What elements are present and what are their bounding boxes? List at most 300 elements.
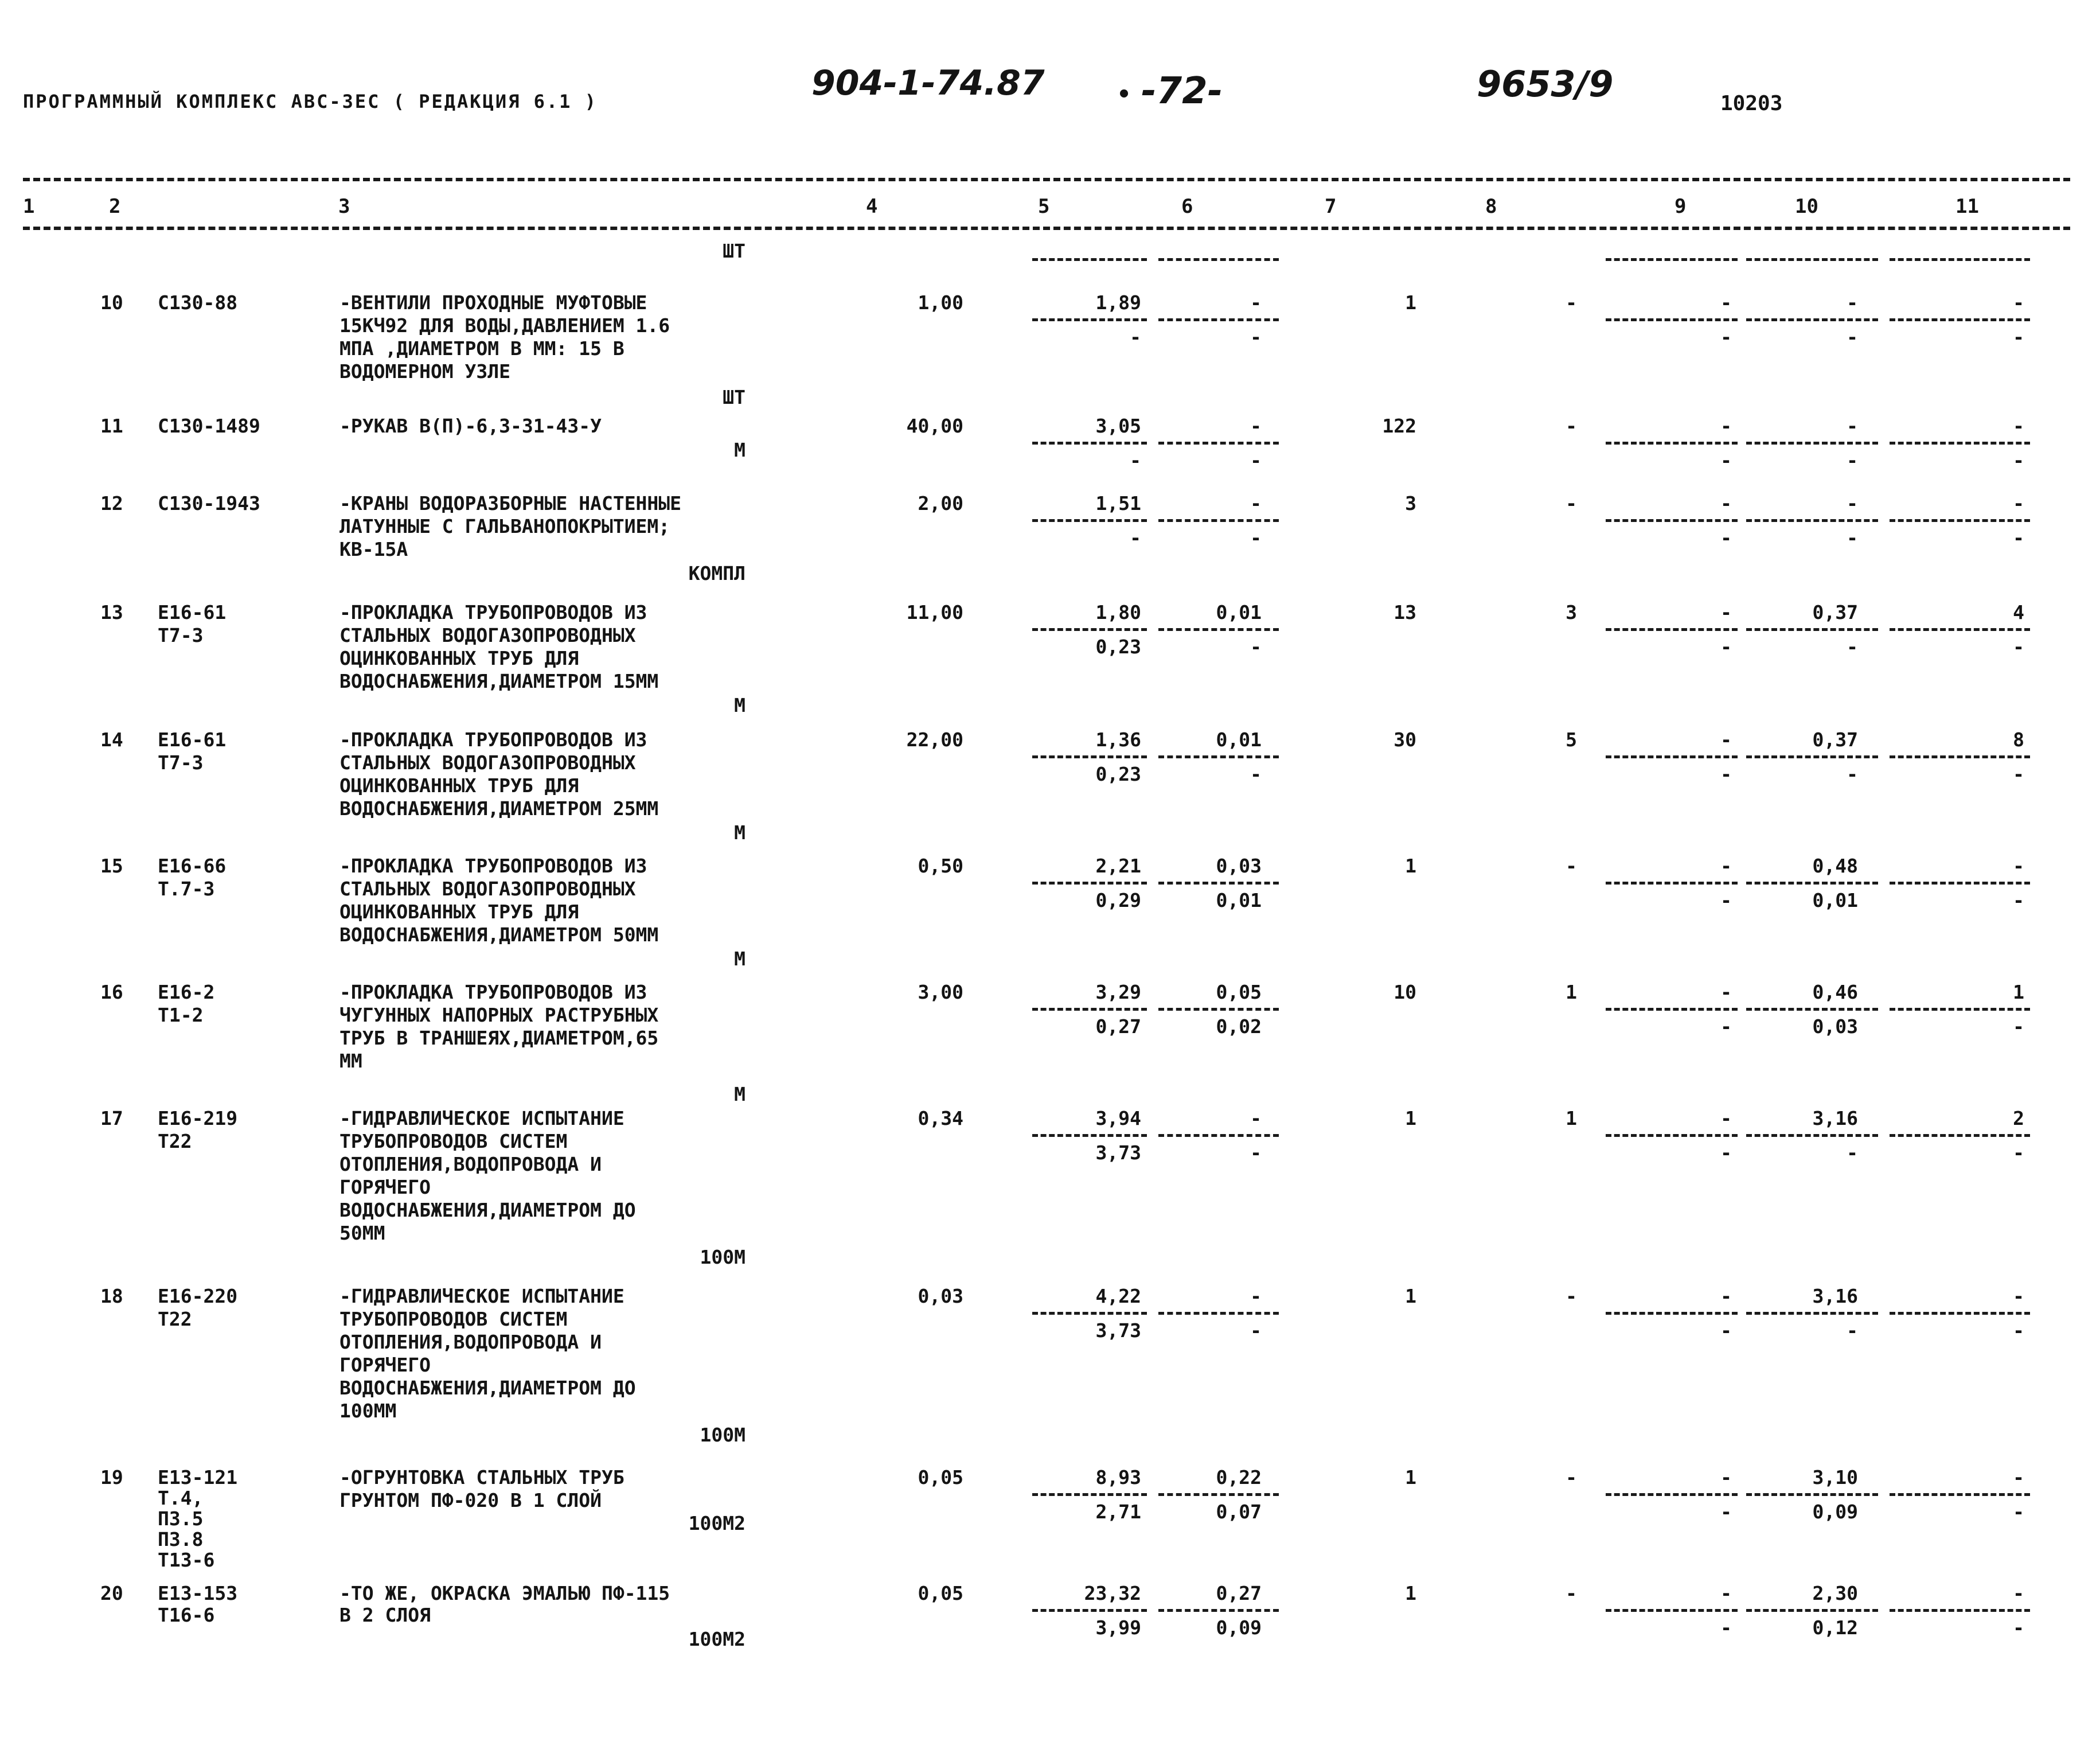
unit-cost-wage: 0,23 [1095, 763, 1141, 785]
description: ТРУБОПРОВОДОВ СИСТЕМ [339, 1130, 568, 1152]
machine-cost: - [1250, 1107, 1262, 1129]
column-number-2: 2 [109, 195, 121, 218]
machine-cost: 0,01 [1216, 601, 1262, 624]
quantity: 22,00 [906, 728, 963, 751]
row-separator [1606, 628, 1738, 631]
price-code: Е16-66 [158, 855, 227, 877]
row-separator [1890, 1609, 2030, 1612]
unit-cost-wage: 2,71 [1095, 1501, 1141, 1523]
labor-total-sub: - [2013, 763, 2024, 785]
price-code: С130-1489 [158, 415, 260, 437]
labor-norm: 2,30 [1812, 1582, 1858, 1604]
description: ММ [339, 1050, 362, 1072]
price-code: Т7-3 [158, 624, 204, 646]
price-code: Т1-2 [158, 1004, 204, 1026]
row-separator [1032, 442, 1147, 445]
row-separator [1032, 1609, 1147, 1612]
unit: 100М [700, 1424, 745, 1446]
row-separator [1606, 1008, 1738, 1011]
machine-cost-wage: - [1250, 326, 1262, 348]
row-separator [1890, 1312, 2030, 1315]
total-cost: 1 [1405, 1582, 1416, 1604]
total-cost: 30 [1394, 728, 1416, 751]
page-header [0, 0, 2100, 149]
row-separator [1890, 519, 2030, 522]
row-number: 19 [100, 1466, 123, 1489]
labor-norm: - [1847, 291, 1858, 314]
column-number-11: 11 [1955, 195, 1979, 218]
labor-total-sub: - [2013, 449, 2024, 472]
table-row [0, 602, 2100, 717]
labor-norm-sub: - [1847, 1319, 1858, 1342]
row-number: 10 [100, 291, 123, 314]
labor-total: - [2013, 1466, 2024, 1489]
column-9-value: - [1720, 1466, 1732, 1489]
quantity: 0,03 [918, 1285, 963, 1307]
machine-cost-wage: 0,09 [1216, 1616, 1262, 1639]
column-9-value: - [1720, 728, 1732, 751]
labor-total-sub: - [2013, 326, 2024, 348]
quantity: 11,00 [906, 601, 963, 624]
row-separator [1158, 258, 1279, 261]
machine-cost-wage: 0,01 [1216, 889, 1262, 911]
labor-total-sub: - [2013, 636, 2024, 658]
unit: М [734, 948, 745, 970]
total-cost: 13 [1394, 601, 1416, 624]
machine-cost-wage: 0,02 [1216, 1015, 1262, 1038]
header-bottom-rule [23, 227, 2070, 230]
price-code: Е13-153 [158, 1582, 238, 1604]
row-separator [1746, 1134, 1878, 1137]
wage-total: - [1566, 1582, 1577, 1604]
column-9-subvalue: - [1720, 763, 1732, 785]
total-cost: 10 [1394, 981, 1416, 1003]
wage-total: 5 [1566, 728, 1577, 751]
machine-cost-wage: 0,07 [1216, 1501, 1262, 1523]
price-code: Т.7-3 [158, 878, 215, 900]
table-row [0, 981, 2100, 1105]
description: ТРУБ В ТРАНШЕЯХ,ДИАМЕТРОМ,65 [339, 1027, 659, 1049]
labor-norm-sub: - [1847, 449, 1858, 472]
quantity: 40,00 [906, 415, 963, 437]
row-separator [1746, 258, 1878, 261]
price-code: Е16-61 [158, 601, 227, 624]
labor-norm-sub: 0,09 [1812, 1501, 1858, 1523]
quantity: 0,50 [918, 855, 963, 877]
row-number: 14 [100, 728, 123, 751]
unit: М [734, 821, 745, 844]
machine-cost: 0,03 [1216, 855, 1262, 877]
labor-total: - [2013, 291, 2024, 314]
column-number-5: 5 [1038, 195, 1050, 218]
price-code: П3.5 [158, 1507, 204, 1530]
machine-cost: 0,01 [1216, 728, 1262, 751]
machine-cost-wage: - [1250, 449, 1262, 472]
table-row [0, 1107, 2100, 1268]
row-separator [1158, 1609, 1279, 1612]
labor-total-sub: - [2013, 1319, 2024, 1342]
document-number: 904-1-74.87 [811, 63, 1045, 103]
labor-norm-sub: - [1847, 527, 1858, 549]
row-separator [1746, 1312, 1878, 1315]
row-separator [1158, 628, 1279, 631]
price-code: Е16-2 [158, 981, 215, 1003]
row-number: 12 [100, 492, 123, 515]
row-number: 20 [100, 1582, 123, 1604]
total-cost: 122 [1382, 415, 1416, 437]
column-9-value: - [1720, 1582, 1732, 1604]
description: -ТО ЖЕ, ОКРАСКА ЭМАЛЬЮ ПФ-115 [339, 1582, 670, 1604]
page-number: -72- [1141, 70, 1223, 112]
row-separator [1032, 318, 1147, 321]
row-separator [1890, 318, 2030, 321]
column-9-subvalue: - [1720, 889, 1732, 911]
unit-cost: 2,21 [1095, 855, 1141, 877]
total-cost: 3 [1405, 492, 1416, 515]
price-code: С130-1943 [158, 492, 260, 515]
row-separator [1890, 258, 2030, 261]
column-9-value: - [1720, 1285, 1732, 1307]
row-separator [1032, 1493, 1147, 1496]
description: -ПРОКЛАДКА ТРУБОПРОВОДОВ ИЗ [339, 601, 647, 624]
description: СТАЛЬНЫХ ВОДОГАЗОПРОВОДНЫХ [339, 751, 636, 774]
labor-norm: 3,10 [1812, 1466, 1858, 1489]
price-code: С130-88 [158, 291, 238, 314]
price-code: Е16-220 [158, 1285, 238, 1307]
column-number-10: 10 [1795, 195, 1818, 218]
description: ОЦИНКОВАННЫХ ТРУБ ДЛЯ [339, 901, 579, 923]
column-number-7: 7 [1325, 195, 1337, 218]
row-separator [1890, 882, 2030, 885]
description: ВОДОСНАБЖЕНИЯ,ДИАМЕТРОМ ДО [339, 1199, 636, 1221]
row-separator [1606, 318, 1738, 321]
column-9-value: - [1720, 981, 1732, 1003]
wage-total: - [1566, 492, 1577, 515]
quantity: 3,00 [918, 981, 963, 1003]
labor-norm: - [1847, 492, 1858, 515]
description: МПА ,ДИАМЕТРОМ В ММ: 15 В [339, 337, 624, 360]
description: -ГИДРАВЛИЧЕСКОЕ ИСПЫТАНИЕ [339, 1107, 624, 1129]
program-title: ПРОГРАММНЫЙ КОМПЛЕКС АВС-3ЕС ( РЕДАКЦИЯ 6.1 ) [23, 91, 598, 112]
labor-total: 8 [2013, 728, 2024, 751]
machine-cost: - [1250, 415, 1262, 437]
labor-total: 4 [2013, 601, 2024, 624]
wage-total: 1 [1566, 1107, 1577, 1129]
unit: М [734, 694, 745, 716]
quantity: 0,34 [918, 1107, 963, 1129]
table-row [0, 1285, 2100, 1446]
row-separator [1606, 755, 1738, 758]
machine-cost-wage: - [1250, 1319, 1262, 1342]
labor-norm-sub: 0,03 [1812, 1015, 1858, 1038]
row-separator [1606, 1134, 1738, 1137]
row-number: 13 [100, 601, 123, 624]
labor-norm: 0,37 [1812, 728, 1858, 751]
price-code: Е13-121 [158, 1466, 238, 1489]
total-cost: 1 [1405, 1107, 1416, 1129]
total-cost: 1 [1405, 855, 1416, 877]
description: ЧУГУННЫХ НАПОРНЫХ РАСТРУБНЫХ [339, 1004, 659, 1026]
price-code: Т13-6 [158, 1549, 215, 1571]
row-separator [1606, 882, 1738, 885]
row-separator [1746, 318, 1878, 321]
unit-cost: 3,05 [1095, 415, 1141, 437]
row-separator [1890, 1493, 2030, 1496]
row-separator [1890, 1134, 2030, 1137]
header-bullet: • [1117, 81, 1131, 108]
column-number-1: 1 [23, 195, 35, 218]
table-row [0, 1583, 2100, 1698]
description: ВОДОСНАБЖЕНИЯ,ДИАМЕТРОМ 50ММ [339, 924, 659, 946]
total-cost: 1 [1405, 291, 1416, 314]
description: -ПРОКЛАДКА ТРУБОПРОВОДОВ ИЗ [339, 728, 647, 751]
description: В 2 СЛОЯ [339, 1604, 431, 1626]
description: КВ-15А [339, 538, 408, 560]
column-9-value: - [1720, 291, 1732, 314]
column-number-9: 9 [1674, 195, 1687, 218]
description: ОЦИНКОВАННЫХ ТРУБ ДЛЯ [339, 647, 579, 669]
labor-norm-sub: - [1847, 1141, 1858, 1164]
machine-cost-wage: - [1250, 636, 1262, 658]
row-separator [1746, 1609, 1878, 1612]
labor-total: - [2013, 855, 2024, 877]
labor-norm-sub: - [1847, 326, 1858, 348]
row-separator [1158, 882, 1279, 885]
labor-total: - [2013, 415, 2024, 437]
description: -ВЕНТИЛИ ПРОХОДНЫЕ МУФТОВЫЕ [339, 291, 647, 314]
row-separator [1890, 442, 2030, 445]
row-separator [1158, 318, 1279, 321]
labor-norm-sub: - [1847, 763, 1858, 785]
labor-norm: 3,16 [1812, 1285, 1858, 1307]
unit-cost-wage: - [1130, 527, 1141, 549]
description: ВОДОСНАБЖЕНИЯ,ДИАМЕТРОМ 15ММ [339, 670, 659, 692]
row-separator [1158, 1134, 1279, 1137]
machine-cost-wage: - [1250, 527, 1262, 549]
row-separator [1890, 755, 2030, 758]
description: -ПРОКЛАДКА ТРУБОПРОВОДОВ ИЗ [339, 855, 647, 877]
column-9-subvalue: - [1720, 1141, 1732, 1164]
row-separator [1158, 1008, 1279, 1011]
row-separator [1746, 755, 1878, 758]
description: ВОДОМЕРНОМ УЗЛЕ [339, 360, 511, 383]
description: ГОРЯЧЕГО [339, 1354, 431, 1376]
wage-total: - [1566, 291, 1577, 314]
description: ВОДОСНАБЖЕНИЯ,ДИАМЕТРОМ 25ММ [339, 797, 659, 820]
labor-norm-sub: 0,12 [1812, 1616, 1858, 1639]
unit-cost: 4,22 [1095, 1285, 1141, 1307]
row-separator [1158, 1312, 1279, 1315]
row-separator [1746, 628, 1878, 631]
description: -КРАНЫ ВОДОРАЗБОРНЫЕ НАСТЕННЫЕ [339, 492, 682, 515]
machine-cost-wage: - [1250, 1141, 1262, 1164]
price-code: Т22 [158, 1308, 192, 1330]
description: СТАЛЬНЫХ ВОДОГАЗОПРОВОДНЫХ [339, 624, 636, 646]
document-code: 10203 [1720, 92, 1783, 115]
row-separator [1158, 442, 1279, 445]
estimate-table [0, 241, 2100, 1761]
labor-total-sub: - [2013, 889, 2024, 911]
row-separator [1032, 1134, 1147, 1137]
column-number-6: 6 [1181, 195, 1193, 218]
wage-total: - [1566, 415, 1577, 437]
total-cost: 1 [1405, 1466, 1416, 1489]
unit: 100М2 [688, 1628, 745, 1650]
labor-total-sub: - [2013, 527, 2024, 549]
labor-total-sub: - [2013, 1141, 2024, 1164]
column-9-subvalue: - [1720, 326, 1732, 348]
unit: М [734, 439, 745, 461]
wage-total: - [1566, 855, 1577, 877]
machine-cost: - [1250, 1285, 1262, 1307]
description: ЛАТУННЫЕ С ГАЛЬВАНОПОКРЫТИЕМ; [339, 515, 670, 537]
table-row [0, 856, 2100, 971]
unit-cost: 23,32 [1084, 1582, 1141, 1604]
machine-cost: 0,27 [1216, 1582, 1262, 1604]
column-9-subvalue: - [1720, 1501, 1732, 1523]
description: ОТОПЛЕНИЯ,ВОДОПРОВОДА И [339, 1331, 602, 1353]
row-separator [1032, 1008, 1147, 1011]
unit-cost-wage: 3,73 [1095, 1319, 1141, 1342]
unit-cost: 8,93 [1095, 1466, 1141, 1489]
column-9-value: - [1720, 492, 1732, 515]
column-9-subvalue: - [1720, 1319, 1732, 1342]
description: 50ММ [339, 1222, 385, 1244]
labor-norm: 0,48 [1812, 855, 1858, 877]
description: -ПРОКЛАДКА ТРУБОПРОВОДОВ ИЗ [339, 981, 647, 1003]
row-separator [1746, 519, 1878, 522]
row-separator [1158, 755, 1279, 758]
unit: М [734, 1083, 745, 1105]
row-separator [1606, 1609, 1738, 1612]
row-separator [1032, 519, 1147, 522]
description: 15КЧ92 ДЛЯ ВОДЫ,ДАВЛЕНИЕМ 1.6 [339, 314, 670, 337]
description: ГРУНТОМ ПФ-020 В 1 СЛОЙ [339, 1489, 602, 1511]
column-9-value: - [1720, 601, 1732, 624]
row-separator [1032, 882, 1147, 885]
price-code: Е16-61 [158, 728, 227, 751]
labor-total-sub: - [2013, 1501, 2024, 1523]
unit-cost-wage: - [1130, 326, 1141, 348]
unit-cost: 3,29 [1095, 981, 1141, 1003]
table-row [0, 730, 2100, 844]
unit-cost: 1,51 [1095, 492, 1141, 515]
column-number-8: 8 [1485, 195, 1497, 218]
row-separator [1606, 519, 1738, 522]
wage-total: - [1566, 1285, 1577, 1307]
machine-cost: - [1250, 291, 1262, 314]
machine-cost: 0,05 [1216, 981, 1262, 1003]
unit: ШТ [723, 386, 745, 408]
unit: КОМПЛ [688, 562, 745, 585]
unit-cost-wage: - [1130, 449, 1141, 472]
labor-total: 2 [2013, 1107, 2024, 1129]
labor-total: - [2013, 492, 2024, 515]
wage-total: 3 [1566, 601, 1577, 624]
machine-cost: - [1250, 492, 1262, 515]
wage-total: - [1566, 1466, 1577, 1489]
unit-cost: 3,94 [1095, 1107, 1141, 1129]
unit-cost-wage: 0,23 [1095, 636, 1141, 658]
row-separator [1746, 1493, 1878, 1496]
labor-total-sub: - [2013, 1616, 2024, 1639]
labor-total: - [2013, 1582, 2024, 1604]
row-number: 11 [100, 415, 123, 437]
labor-total: - [2013, 1285, 2024, 1307]
unit-cost: 1,89 [1095, 291, 1141, 314]
price-code: Т22 [158, 1130, 192, 1152]
labor-total: 1 [2013, 981, 2024, 1003]
column-9-subvalue: - [1720, 636, 1732, 658]
table-row [0, 293, 2100, 407]
row-separator [1158, 1493, 1279, 1496]
quantity: 0,05 [918, 1582, 963, 1604]
row-separator [1606, 1312, 1738, 1315]
price-code: Т7-3 [158, 751, 204, 774]
description: 100ММ [339, 1400, 397, 1422]
row-number: 17 [100, 1107, 123, 1129]
reference-number: 9653/9 [1477, 63, 1614, 105]
unit-cost: 1,36 [1095, 728, 1141, 751]
table-row [0, 493, 2100, 608]
unit-cost-wage: 3,99 [1095, 1616, 1141, 1639]
header-top-rule [23, 178, 2070, 181]
labor-norm-sub: - [1847, 636, 1858, 658]
total-cost: 1 [1405, 1285, 1416, 1307]
row-number: 16 [100, 981, 123, 1003]
quantity: 0,05 [918, 1466, 963, 1489]
wage-total: 1 [1566, 981, 1577, 1003]
row-separator [1032, 755, 1147, 758]
description: СТАЛЬНЫХ ВОДОГАЗОПРОВОДНЫХ [339, 878, 636, 900]
unit-cost: 1,80 [1095, 601, 1141, 624]
table-column-header [23, 166, 2070, 241]
column-9-value: - [1720, 1107, 1732, 1129]
description: ОТОПЛЕНИЯ,ВОДОПРОВОДА И [339, 1153, 602, 1175]
column-9-subvalue: - [1720, 1616, 1732, 1639]
unit-cost-wage: 0,29 [1095, 889, 1141, 911]
row-number: 18 [100, 1285, 123, 1307]
row-separator [1032, 1312, 1147, 1315]
row-separator [1606, 1493, 1738, 1496]
labor-norm: 3,16 [1812, 1107, 1858, 1129]
column-9-value: - [1720, 855, 1732, 877]
machine-cost: 0,22 [1216, 1466, 1262, 1489]
labor-norm-sub: 0,01 [1812, 889, 1858, 911]
table-row [0, 1467, 2100, 1582]
unit-cost-wage: 3,73 [1095, 1141, 1141, 1164]
row-separator [1606, 258, 1738, 261]
row-separator [1158, 519, 1279, 522]
description: -РУКАВ В(П)-6,3-31-43-У [339, 415, 602, 437]
unit: 100М [700, 1246, 745, 1268]
column-9-value: - [1720, 415, 1732, 437]
labor-norm: 0,37 [1812, 601, 1858, 624]
labor-norm: - [1847, 415, 1858, 437]
description: ВОДОСНАБЖЕНИЯ,ДИАМЕТРОМ ДО [339, 1377, 636, 1399]
price-code: П3.8 [158, 1528, 204, 1550]
labor-total-sub: - [2013, 1015, 2024, 1038]
machine-cost-wage: - [1250, 763, 1262, 785]
row-number: 15 [100, 855, 123, 877]
description: ГОРЯЧЕГО [339, 1176, 431, 1198]
quantity: 1,00 [918, 291, 963, 314]
column-9-subvalue: - [1720, 449, 1732, 472]
row-separator [1606, 442, 1738, 445]
price-code: Т16-6 [158, 1604, 215, 1626]
row-separator [1746, 442, 1878, 445]
unit: 100М2 [688, 1512, 745, 1534]
